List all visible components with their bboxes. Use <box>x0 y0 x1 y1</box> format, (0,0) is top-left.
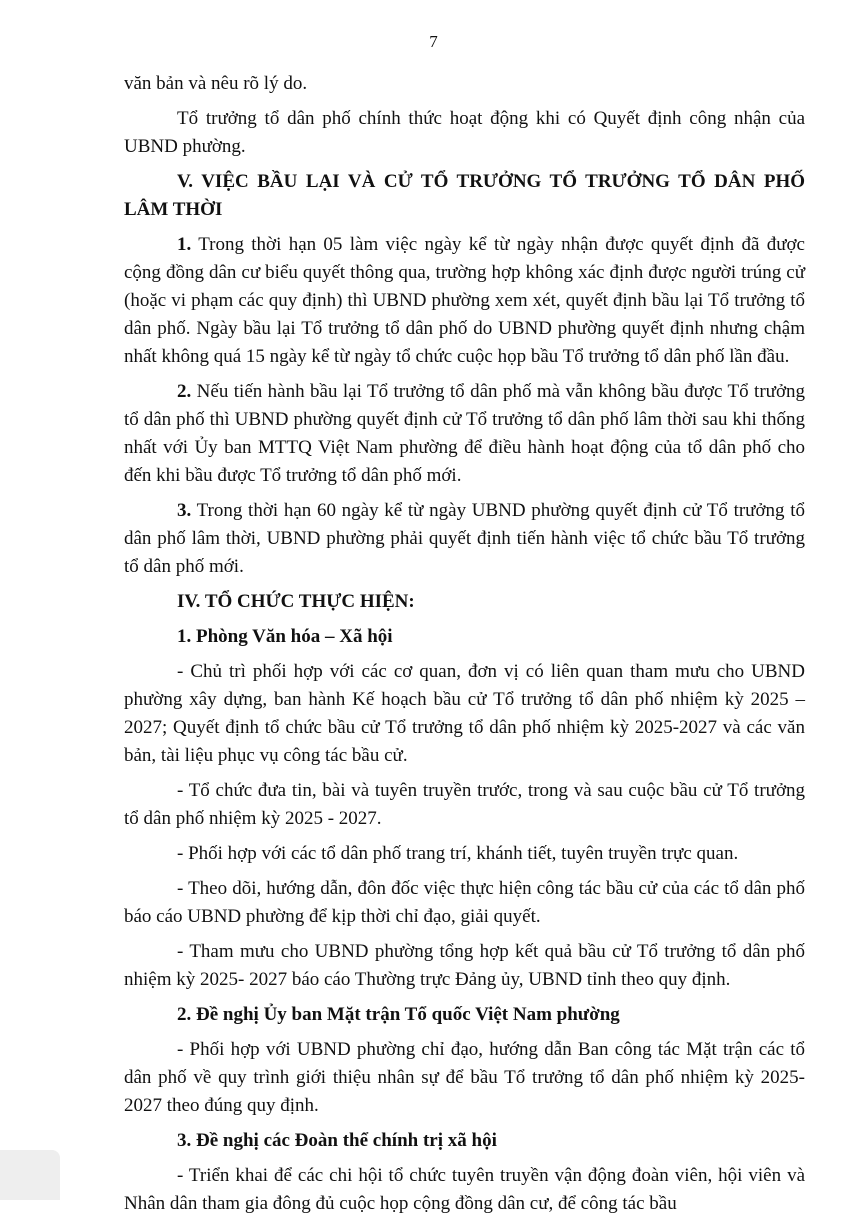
document-body <box>124 70 805 1225</box>
bullet-paragraph: - Phối hợp với các tổ dân phố trang trí, khánh tiết, tuyên truyền trực quan. <box>177 843 739 864</box>
page-corner-overlay <box>0 1150 60 1200</box>
subheading-fatherland-front: 2. Đề nghị Ủy ban Mặt trận Tổ quốc Việt Nam phường <box>177 1004 620 1025</box>
paragraph-number: 1. <box>177 234 192 255</box>
section-heading-iv: IV. TỔ CHỨC THỰC HIỆN: <box>177 591 415 612</box>
numbered-paragraph-2 <box>124 378 805 490</box>
bullet-paragraph: - Chủ trì phối hợp với các cơ quan, đơn vị có liên quan tham mưu cho UBND phường xây dựng, ban hành Kế hoạch bầu cử Tổ trưởng tổ dân phố nhiệm kỳ 2025 – 2027; Quyết định tổ chức bầu cử Tổ trưởng tổ dân phố nhiệm kỳ 2025-2027 và các văn bản, tài liệu phục vụ công tác bầu cử. <box>124 661 805 766</box>
paragraph-text: Trong thời hạn 60 ngày kể từ ngày UBND phường quyết định cử Tổ trưởng tổ dân phố lâm thời, UBND phường phải quyết định tiến hành việc tổ chức bầu Tổ trưởng tổ dân phố mới. <box>124 500 805 577</box>
subheading-mass-organizations: 3. Đề nghị các Đoàn thể chính trị xã hội <box>177 1130 497 1151</box>
paragraph-number: 3. <box>177 500 192 521</box>
paragraph-number: 2. <box>177 381 192 402</box>
section-heading-v: V. VIỆC BẦU LẠI VÀ CỬ TỔ TRƯỞNG TỔ TRƯỞNG TỔ DÂN PHỐ LÂM THỜI <box>124 171 805 220</box>
numbered-paragraph-3 <box>124 497 805 581</box>
bullet-paragraph: - Phối hợp với UBND phường chỉ đạo, hướng dẫn Ban công tác Mặt trận các tổ dân phố về quy trình giới thiệu nhân sự để bầu Tổ trưởng tổ dân phố nhiệm kỳ 2025-2027 theo đúng quy định. <box>124 1039 805 1116</box>
paragraph-text: Nếu tiến hành bầu lại Tổ trưởng tổ dân phố mà vẫn không bầu được Tổ trưởng tổ dân phố thì UBND phường quyết định cử Tổ trưởng tổ dân phố lâm thời sau khi thống nhất với Ủy ban MTTQ Việt Nam phường để điều hành hoạt động của tổ dân phố cho đến khi bầu được Tổ trưởng tổ dân phố mới. <box>124 381 805 486</box>
bullet-paragraph: - Triển khai để các chi hội tổ chức tuyên truyền vận động đoàn viên, hội viên và Nhân dân tham gia đông đủ cuộc họp cộng đồng dân cư, để công tác bầu <box>124 1165 805 1214</box>
page-number: 7 <box>429 32 438 51</box>
bullet-paragraph: - Tham mưu cho UBND phường tổng hợp kết quả bầu cử Tổ trưởng tổ dân phố nhiệm kỳ 2025- 2027 báo cáo Thường trực Đảng ủy, UBND tỉnh theo quy định. <box>124 941 805 990</box>
paragraph-recognition: Tổ trưởng tổ dân phố chính thức hoạt động khi có Quyết định công nhận của UBND phường. <box>124 108 805 157</box>
numbered-paragraph-1 <box>124 231 805 371</box>
subheading-culture-office: 1. Phòng Văn hóa – Xã hội <box>177 626 393 647</box>
bullet-paragraph: - Theo dõi, hướng dẫn, đôn đốc việc thực hiện công tác bầu cử của các tổ dân phố báo cáo UBND phường để kịp thời chỉ đạo, giải quyết. <box>124 878 805 927</box>
paragraph-continuation: văn bản và nêu rõ lý do. <box>124 73 308 94</box>
bullet-paragraph: - Tổ chức đưa tin, bài và tuyên truyền trước, trong và sau cuộc bầu cử Tổ trưởng tổ dân phố nhiệm kỳ 2025 - 2027. <box>124 780 805 829</box>
paragraph-text: Trong thời hạn 05 làm việc ngày kể từ ngày nhận được quyết định đã được cộng đồng dân cư biểu quyết thông qua, trường hợp không xác định được người trúng cử (hoặc vi phạm các quy định) thì UBND phường xem xét, quyết định bầu lại Tổ trưởng tổ dân phố. Ngày bầu lại Tổ trưởng tổ dân phố do UBND phường quyết định nhưng chậm nhất không quá 15 ngày kể từ ngày tổ chức cuộc họp bầu Tổ trưởng tổ dân phố lần đầu. <box>124 234 805 367</box>
